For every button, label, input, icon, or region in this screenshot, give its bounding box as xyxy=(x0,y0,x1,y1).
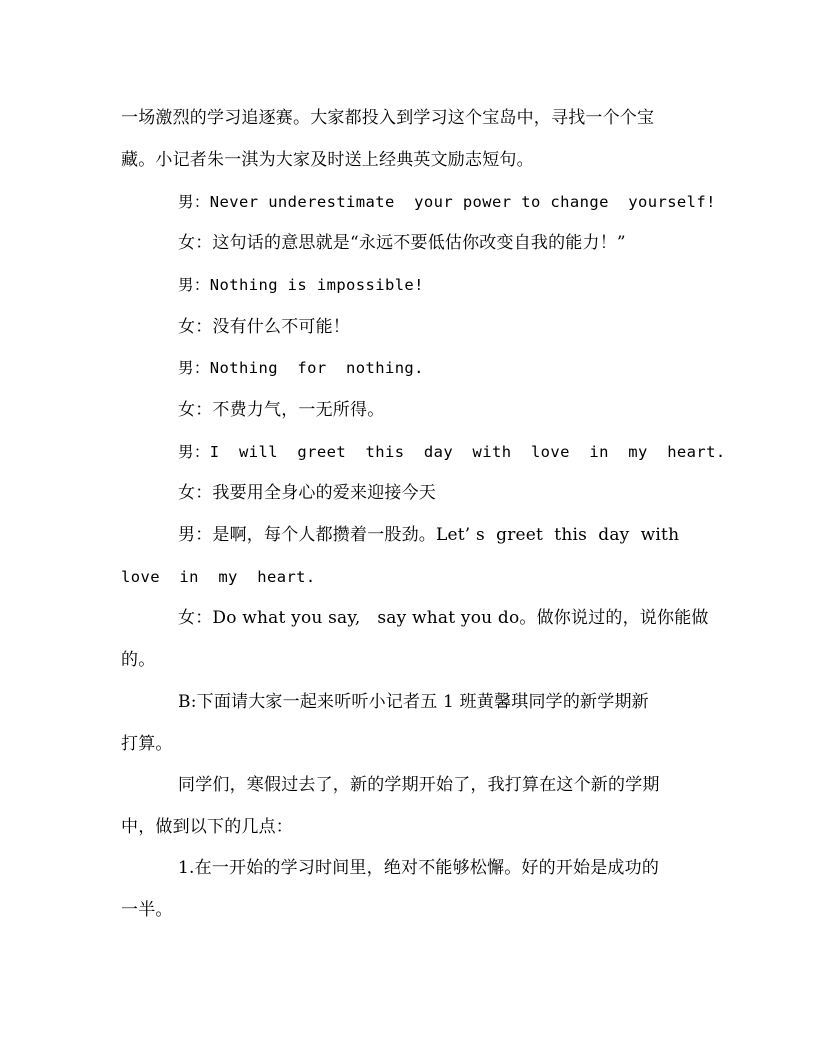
paragraph-line: 打算。 xyxy=(121,734,173,754)
paragraph-line: 1.在一开始的学习时间里，绝对不能够松懈。好的开始是成功的 xyxy=(178,858,660,878)
paragraph-line: 一场激烈的学习追逐赛。大家都投入到学习这个宝岛中，寻找一个个宝 xyxy=(121,108,655,128)
dialogue-line-continued: love in my heart. xyxy=(121,568,316,586)
dialogue-line: 女：Do what you say, say what you do。做你说过的，说你能做 xyxy=(178,608,709,628)
dialogue-line: 女：不费力气，一无所得。 xyxy=(178,400,385,420)
dialogue-line: 男：Nothing for nothing. xyxy=(178,359,424,377)
dialogue-line-continued: 的。 xyxy=(121,650,156,670)
dialogue-line: 女：没有什么不可能！ xyxy=(178,317,350,337)
paragraph-line: 中，做到以下的几点： xyxy=(121,817,293,837)
paragraph-line: 同学们，寒假过去了，新的学期开始了，我打算在这个新的学期 xyxy=(178,775,660,795)
paragraph-line: B:下面请大家一起来听听小记者五 1 班黄馨琪同学的新学期新 xyxy=(178,692,649,712)
paragraph-line: 藏。小记者朱一淇为大家及时送上经典英文励志短句。 xyxy=(121,150,534,170)
dialogue-line: 男：Never underestimate your power to change yourself! xyxy=(178,193,716,211)
dialogue-line: 男：I will greet this day with love in my heart. xyxy=(178,443,726,461)
paragraph-line: 一半。 xyxy=(121,900,173,920)
dialogue-line: 女：我要用全身心的爱来迎接今天 xyxy=(178,483,436,503)
dialogue-line: 男：Nothing is impossible! xyxy=(178,276,424,294)
dialogue-line: 男：是啊，每个人都攒着一股劲。Let’ s greet this day with xyxy=(178,525,680,545)
dialogue-line: 女：这句话的意思就是“永远不要低估你改变自我的能力！” xyxy=(178,233,626,253)
